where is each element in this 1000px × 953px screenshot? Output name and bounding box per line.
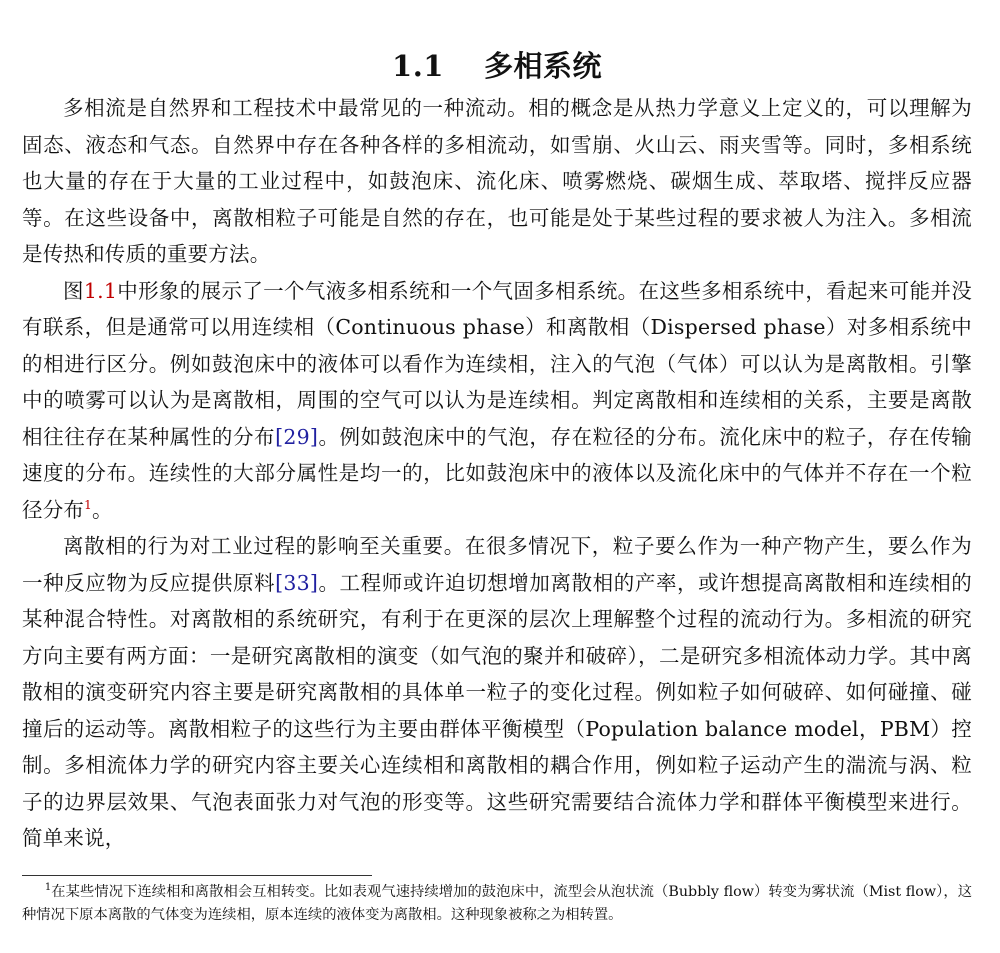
paragraph-2-text-a: 图: [63, 278, 84, 303]
paragraph-2: [22, 273, 972, 529]
paragraph-3-text-a: 离散相的行为对工业过程的影响至关重要。在很多情况下，粒子要么作为一种产物产生，要么作为一种反应物为反应提供原料: [22, 534, 972, 595]
paragraph-3: [22, 528, 972, 857]
body-text: [22, 90, 972, 857]
document-page: [22, 0, 972, 953]
footnote-divider: [22, 875, 372, 876]
paragraph-2-text-b: 中形象的展示了一个气液多相系统和一个气固多相系统。在这些多相系统中，看起来可能并没有联系，但是通常可以用连续相（Continuous phase）和离散相（Dispersed phase）对多相系统中的相进行区分。例如鼓泡床中的液体可以看作为连续相，注入的气泡（气体）可以认为是离散相。引擎中的喷雾可以认为是离散相，周围的空气可以认为是连续相。判定离散相和连续相的关系，主要是离散相往往存在某种属性的分布: [22, 278, 972, 449]
citation-link-33[interactable]: [33]: [275, 570, 319, 595]
footnote-number: 1: [44, 882, 52, 894]
section-title: 多相系统: [483, 49, 602, 84]
figure-reference-link[interactable]: 1.1: [83, 278, 118, 303]
footnote-marker-link[interactable]: 1: [84, 497, 92, 512]
footnote-text: 在某些情况下连续相和离散相会互相转变。比如表观气速持续增加的鼓泡床中，流型会从泡状流（Bubbly flow）转变为雾状流（Mist flow），这种情况下原本离散的气体变为连续相，原本连续的液体变为离散相。这种现象被称之为相转置。: [22, 884, 972, 923]
paragraph-2-text-c: 。例如鼓泡床中的气泡，存在粒径的分布。流化床中的粒子，存在传输速度的分布。连续性的大部分属性是均一的，比如鼓泡床中的液体以及流化床中的气体并不存在一个粒径分布: [22, 424, 973, 522]
footnote: [22, 881, 972, 927]
paragraph-1: 多相流是自然界和工程技术中最常见的一种流动。相的概念是从热力学意义上定义的，可以理解为固态、液态和气态。自然界中存在各种各样的多相流动，如雪崩、火山云、雨夹雪等。同时，多相系统也大量的存在于大量的工业过程中，如鼓泡床、流化床、喷雾燃烧、碳烟生成、萃取塔、搅拌反应器等。在这些设备中，离散相粒子可能是自然的存在，也可能是处于某些过程的要求被人为注入。多相流是传热和传质的重要方法。: [22, 96, 972, 266]
section-heading: [22, 46, 972, 86]
paragraph-3-text-b: 。工程师或许迫切想增加离散相的产率，或许想提高离散相和连续相的某种混合特性。对离散相的系统研究，有利于在更深的层次上理解整个过程的流动行为。多相流的研究方向主要有两方面：一是研究离散相的演变（如气泡的聚并和破碎），二是研究多相流体动力学。其中离散相的演变研究内容主要是研究离散相的具体单一粒子的变化过程。例如粒子如何破碎、如何碰撞、碰撞后的运动等。离散相粒子的这些行为主要由群体平衡模型（Population balance model，PBM）控制。多相流体力学的研究内容主要关心连续相和离散相的耦合作用，例如粒子运动产生的湍流与涡、粒子的边界层效果、气泡表面张力对气泡的形变等。这些研究需要结合流体力学和群体平衡模型来进行。简单来说，: [22, 570, 973, 850]
section-number: 1.1: [392, 49, 444, 84]
citation-link-29[interactable]: [29]: [275, 424, 319, 449]
paragraph-2-text-d: 。: [91, 497, 113, 522]
